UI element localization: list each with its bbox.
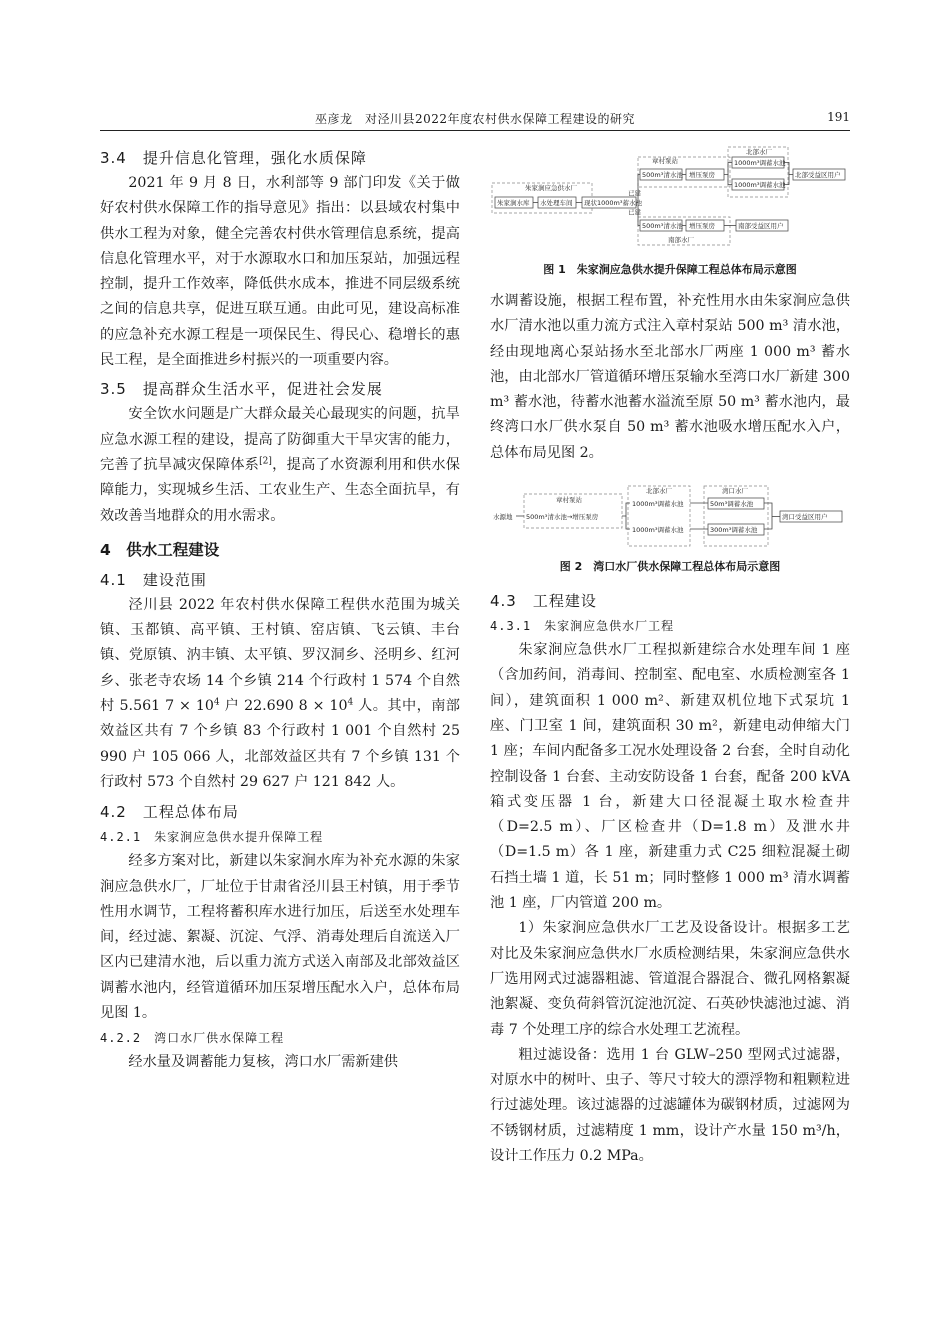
paragraph-after-figure-1: 水调蓄设施，根据工程布置，补充性用水由朱家涧应急供水厂清水池以重力流方式注入章村泵站 500 m³ 清水池，经由现地离心泵站扬水至北部水厂两座 1 000 m³ 蓄水池，由北部水厂管道循环增压泵输水至湾口水厂新建 300 m³ 蓄水池，待蓄水池蓄水溢流至原 50 m³ 蓄水池内，最终湾口水厂供水泵自 50 m³ 蓄水池吸水增压配水入户，总体布局见图 2。 (490, 293, 850, 461)
figure-1-diagram (490, 145, 850, 255)
section-4-1-paragraph (100, 593, 460, 795)
north-group-frame-2 (628, 486, 690, 546)
exponent-2: 4 (347, 697, 354, 708)
exponent-1: 4 (213, 697, 220, 708)
section-4-1-title: 4.1 建设范围 (100, 570, 207, 589)
figure-1 (490, 145, 850, 279)
figure-1-caption: 图 1 朱家涧应急供水提升保障工程总体布局示意图 (543, 263, 797, 276)
label-wankou-users: 湾口受益区用户 (782, 513, 828, 522)
section-4-2-2-paragraph: 经水量及调蓄能力复核，湾口水厂需新建供 (128, 1054, 398, 1071)
section-4-3-1-paragraph-2: 1）朱家涧应急供水厂工艺及设备设计。根据多工艺对比及朱家涧应急供水厂水质检测结果，朱家涧应急供水厂选用网式过滤器粗滤、管道混合器混合、微孔网格絮凝池絮凝、变负荷斜管沉淀池沉淀、石英砂快滤池过滤、消毒 7 个处理工序的综合水处理工艺流程。 (490, 920, 850, 1038)
section-3-5-paragraph (100, 402, 460, 528)
label-treatment: 水处理车间 (540, 199, 573, 207)
figure-2-diagram (490, 484, 850, 554)
figure-2 (490, 484, 850, 576)
label-north-group: 北部水厂 (746, 148, 772, 156)
wankou-group-frame (704, 486, 768, 546)
label-zhangcun-chain: 500m³清水池→增压泵房 (526, 513, 599, 522)
label-zhujia-group: 朱家涧应急供水厂 (525, 184, 577, 192)
label-north-pool-2-fig2: 1000m³调蓄水池 (632, 526, 684, 535)
label-existing-pool: 现状1000m³蓄水池 (584, 199, 642, 207)
label-zhangcun-group-2: 章村泵站 (556, 496, 582, 505)
citation-ref: [2] (259, 456, 272, 467)
section-4-2-1-title: 4.2.1 朱家涧应急供水提升保障工程 (100, 830, 324, 845)
label-south-group: 南部水厂 (668, 236, 694, 244)
label-wankou-pool-50: 50m³调蓄水池 (710, 500, 754, 509)
label-built-1: 已建 (628, 189, 641, 197)
label-north-pool-2: 1000m³调蓄水池 (734, 181, 786, 189)
label-north-users: 北部受益区用户 (795, 171, 841, 179)
figure-2-caption: 图 2 湾口水厂供水保障工程总体布局示意图 (559, 560, 781, 574)
s35-text-a: 安全饮水问题是广大群众最关心最现实的问题，抗旱应急水源工程的建设，提高了防御重大干旱灾害的能力，完善了抗旱减灾保障体系 (100, 406, 460, 473)
section-3-4-title: 3.4 提升信息化管理，强化水质保障 (100, 149, 367, 167)
section-3-5-title: 3.5 提高群众生活水平，促进社会发展 (100, 380, 383, 399)
label-south-pump: 增压泵房 (689, 222, 715, 230)
running-header (100, 108, 850, 131)
section-4-2-2-title: 4.2.2 湾口水厂供水保障工程 (100, 1031, 285, 1046)
label-zhangcun-group: 章村泵站 (652, 157, 678, 165)
label-south-users: 南部受益区用户 (738, 222, 784, 230)
section-4-title: 4 供水工程建设 (100, 540, 220, 559)
section-4-2-title: 4.2 工程总体布局 (100, 803, 239, 822)
label-north-pool-1-fig2: 1000m³调蓄水池 (632, 500, 684, 509)
right-column (490, 145, 850, 1169)
left-column (100, 145, 460, 1076)
label-zhangcun-pool: 500m³清水池 (642, 171, 683, 179)
label-built-2: 已建 (628, 208, 641, 216)
label-south-pool: 500m³清水池 (642, 222, 683, 230)
section-4-3-1-title: 4.3.1 朱家涧应急供水厂工程 (490, 619, 675, 634)
s41-text-c: 人。其中，南部效益区共有 7 个乡镇 83 个行政村 1 001 个自然村 25 990 户 105 066 人，北部效益区共有 7 个乡镇 131 个行政村 573 个自然村 29 627 户 121 842 人。 (100, 698, 460, 790)
section-3-4-paragraph: 2021 年 9 月 8 日，水利部等 9 部门印发《关于做好农村供水保障工作的指导意见》指出：以县域农村集中供水工程为对象，健全完善农村供水管理信息系统，提高信息化管理水平，对于水源取水口和加压泵站，加强远程控制，提升工作效率，降低供水成本，推进不同层级系统之间的信息共享，促进互联互通。由此可见，建设高标准的应急补充水源工程是一项保民生、得民心、稳增长的惠民工程，是全面推进乡村振兴的一项重要内容。 (100, 175, 460, 369)
page-number: 191 (827, 110, 850, 124)
section-4-2-1-paragraph: 经多方案对比，新建以朱家涧水库为补充水源的朱家涧应急供水厂，厂址位于甘肃省泾川县王村镇，用于季节性用水调节，工程将蓄积库水进行加压，后送至水处理车间，经过滤、絮凝、沉淀、气浮、消毒处理后自流送入厂区内已建清水池，后以重力流方式送入南部及北部效益区调蓄水池内，经管道循环加压泵增压配水入户，总体布局见图 1。 (100, 853, 460, 1022)
section-4-3-title: 4.3 工程建设 (490, 592, 597, 611)
label-north-pool-1: 1000m³调蓄水池 (734, 159, 786, 167)
label-zhangcun-pump: 增压泵房 (689, 171, 715, 179)
running-title: 巫彦龙 对泾川县2022年度农村供水保障工程建设的研究 (314, 112, 636, 126)
s35-text-b: ，提高了水资源利用和供水保障能力，实现城乡生活、工农业生产、生态全面抗旱，有效改善当地群众的用水需求。 (100, 456, 460, 524)
section-4-3-1-paragraph-3: 粗过滤设备：选用 1 台 GLW–250 型网式过滤器，对原水中的树叶、虫子、等尺寸较大的漂浮物和粗颗粒进行过滤处理。该过滤器的过滤罐体为碳钢材质，过滤网为不锈钢材质，过滤精度 1 mm，设计产水量 150 m³/h，设计工作压力 0.2 MPa。 (490, 1046, 850, 1165)
label-source: 水源地 (493, 513, 513, 522)
s41-text-a: 泾川县 2022 年农村供水保障工程供水范围为城关镇、玉都镇、高平镇、王村镇、窑店镇、飞云镇、丰台镇、党原镇、汭丰镇、太平镇、罗汉洞乡、泾明乡、红河乡、张老寺农场 14 个乡镇 214 个行政村 1 574 个自然村 5.561 7 × 10 (100, 596, 460, 715)
s41-text-b: 户 22.690 8 × 10 (219, 698, 348, 715)
label-reservoir: 朱家涧水库 (497, 199, 530, 207)
label-wankou-group: 湾口水厂 (722, 487, 748, 496)
label-wankou-pool-300: 300m³调蓄水池 (710, 526, 758, 535)
section-4-3-1-paragraph-1: 朱家涧应急供水厂工程拟新建综合水处理车间 1 座（含加药间，消毒间、控制室、配电室、水质检测室各 1 间），建筑面积 1 000 m²、新建双机位地下式泵坑 1 座、门卫室 1 间，建筑面积 30 m²，新建电动伸缩大门 1 座；车间内配备多工况水处理设备 2 台套，全时自动化控制设备 1 台套、主动安防设备 1 台套，配备 200 kVA 箱式变压器 1 台，新建大口径混凝土取水检查井（D=2.5 m）、厂区检查井（D=1.8 m）及泄水井（D=1.5 m）各 1 座，新建重力式 C25 细粒混凝土砌石挡土墙 1 道，长 51 m；同时整修 1 000 m³ 清水调蓄池 1 座，厂内管道 200 m。 (490, 642, 850, 912)
label-north-group-2: 北部水厂 (646, 487, 672, 496)
